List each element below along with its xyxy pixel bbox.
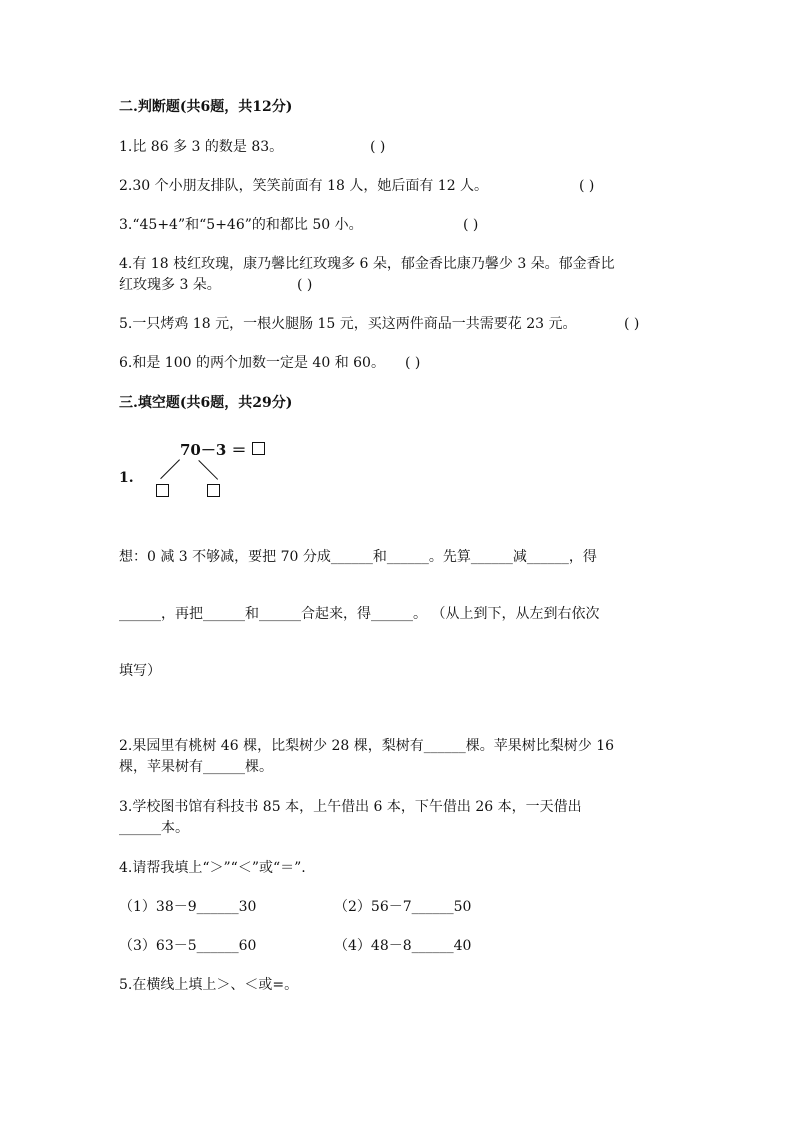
judge-q3-text: 3.“45+4”和“5+46”的和都比 50 小。 [119, 217, 363, 233]
split-line-right [198, 460, 218, 480]
split-box-left[interactable] [156, 484, 169, 497]
judge-q6-text: 6.和是 100 的两个加数一定是 40 和 60。 [119, 355, 385, 371]
fill-q2-line2: 棵，苹果树有______棵。 [119, 759, 273, 775]
compare-item-1: （1）38－9______30 [119, 899, 257, 915]
answer-box[interactable] [252, 442, 265, 455]
judge-q5-answer-paren[interactable]: ( ) [624, 316, 640, 332]
judge-q2-answer-paren[interactable]: ( ) [579, 178, 595, 194]
judge-q4-line1: 4.有 18 枝红玫瑰，康乃馨比红玫瑰多 6 朵，郁金香比康乃馨少 3 朵。郁金香比 [119, 256, 615, 272]
subtraction-expression: 70－3 ＝ [180, 441, 247, 459]
compare-item-2: （2）56－7______50 [334, 899, 472, 915]
judge-q1-answer-paren[interactable]: ( ) [370, 139, 386, 155]
judge-q4-answer-paren[interactable]: ( ) [297, 277, 313, 293]
judge-q5-text: 5.一只烤鸡 18 元，一根火腿肠 15 元，买这两件商品一共需要花 23 元。 [119, 316, 577, 332]
judge-q2-text: 2.30 个小朋友排队，笑笑前面有 18 人，她后面有 12 人。 [119, 178, 489, 194]
section-3-title: 三.填空题(共6题，共29分) [119, 395, 293, 411]
judge-q1-text: 1.比 86 多 3 的数是 83。 [119, 139, 284, 155]
compare-item-4: （4）48－8______40 [334, 938, 472, 954]
section-2-title: 二.判断题(共6题，共12分) [119, 99, 293, 115]
fill-q1-line3: 填写） [119, 663, 161, 679]
split-line-left [160, 459, 180, 479]
fill-q1-number: 1. [119, 470, 134, 486]
split-box-right[interactable] [207, 484, 220, 497]
fill-q4-text: 4.请帮我填上“＞”“＜”或“＝”. [119, 860, 306, 876]
judge-q3-answer-paren[interactable]: ( ) [463, 217, 479, 233]
compare-item-3: （3）63－5______60 [119, 938, 257, 954]
judge-q4-line2: 红玫瑰多 3 朵。 [119, 277, 221, 293]
fill-q5-text: 5.在横线上填上＞、＜或=。 [119, 977, 299, 993]
fill-q3-line1: 3.学校图书馆有科技书 85 本，上午借出 6 本，下午借出 26 本，一天借出 [119, 799, 582, 815]
fill-q1-line1: 想：0 减 3 不够减，要把 70 分成______和______。先算______减______，得 [119, 549, 597, 565]
fill-q1-line2: ______，再把______和______合起来，得______。 （从上到下，从左到右依次 [119, 606, 600, 622]
fill-q3-line2: ______本。 [119, 820, 189, 836]
judge-q6-answer-paren[interactable]: ( ) [405, 355, 421, 371]
fill-q2-line1: 2.果园里有桃树 46 棵，比梨树少 28 棵，梨树有______棵。苹果树比梨树少 16 [119, 738, 615, 754]
